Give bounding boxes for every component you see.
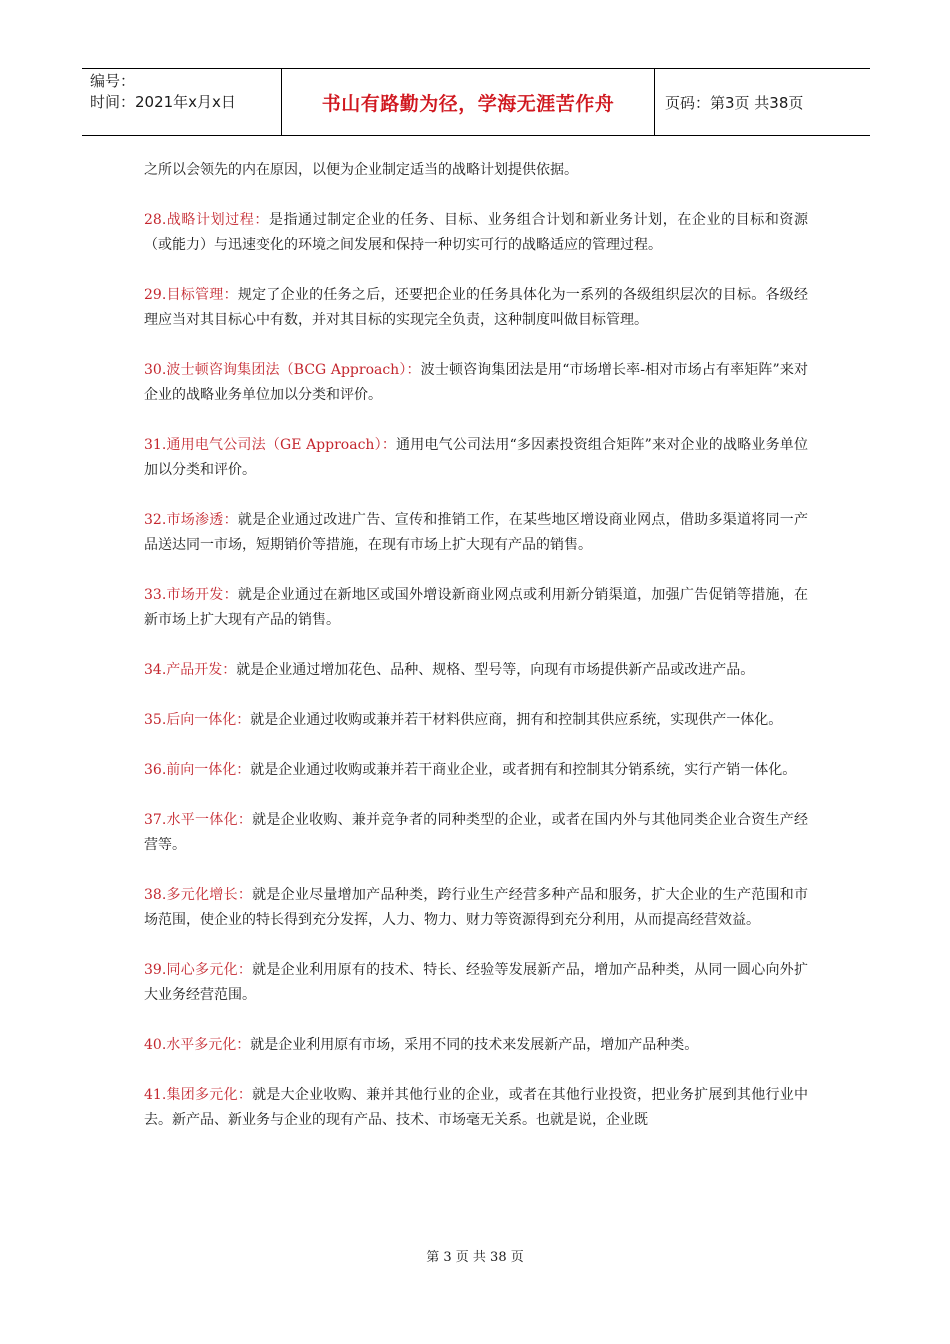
definition-term: 36.前向一体化： [144, 762, 251, 778]
number-label: 编号： [90, 72, 136, 90]
definition-term: 35.后向一体化： [144, 712, 251, 728]
definition-text: 就是企业尽量增加产品种类，跨行业生产经营多种产品和服务，扩大企业的生产范围和市场范围，使企业的特长得到充分发挥，人力、物力、财力等资源得到充分利用，从而提高经营效益。 [144, 887, 809, 928]
definition-term: 31.通用电气公司法（GE Approach）： [144, 437, 397, 453]
definition-term: 41.集团多元化： [144, 1087, 253, 1103]
definition-entry [144, 508, 808, 558]
definition-text: 就是企业通过收购或兼并若干商业企业，或者拥有和控制其分销系统，实行产销一体化。 [250, 762, 797, 778]
definition-text: 就是企业利用原有市场，采用不同的技术来发展新产品，增加产品种类。 [250, 1037, 699, 1053]
definition-entry [144, 658, 808, 683]
definition-term: 38.多元化增长： [144, 887, 253, 903]
definition-entry [144, 808, 808, 858]
definition-term: 40.水平多元化： [144, 1037, 251, 1053]
definition-entry [144, 583, 808, 633]
definition-entry [144, 883, 808, 933]
definition-entry [144, 958, 808, 1008]
definition-entry [144, 758, 808, 783]
page-footer: 第 3 页 共 38 页 [426, 1250, 524, 1265]
date-label: 时间：2021年x月x日 [90, 93, 236, 111]
definition-text: 就是企业利用原有的技术、特长、经验等发展新产品，增加产品种类，从同一圆心向外扩大业务经营范围。 [144, 962, 809, 1003]
definition-term: 39.同心多元化： [144, 962, 253, 978]
definition-text: 就是企业收购、兼并竞争者的同种类型的企业，或者在国内外与其他同类企业合资生产经营等。 [144, 812, 809, 853]
definition-entry [144, 358, 808, 408]
definition-term: 37.水平一体化： [144, 812, 253, 828]
intro-paragraph: 之所以会领先的内在原因，以便为企业制定适当的战略计划提供依据。 [144, 162, 578, 178]
definition-text: 就是企业通过增加花色、品种、规格、型号等，向现有市场提供新产品或改进产品。 [236, 662, 755, 678]
header-meta [82, 69, 282, 135]
header-motto: 书山有路勤为径，学海无涯苦作舟 [282, 69, 655, 135]
definition-text: 就是大企业收购、兼并其他行业的企业，或者在其他行业投资，把业务扩展到其他行业中去。新产品、新业务与企业的现有产品、技术、市场毫无关系。也就是说，企业既 [144, 1087, 809, 1128]
definition-term: 28.战略计划过程： [144, 212, 269, 228]
definition-text: 波士顿咨询集团法是用“市场增长率-相对市场占有率矩阵”来对企业的战略业务单位加以分类和评价。 [144, 362, 808, 403]
definition-entry [144, 1033, 808, 1058]
definition-term: 34.产品开发： [144, 662, 237, 678]
definition-term: 29.目标管理： [144, 287, 238, 303]
definition-term: 32.市场渗透： [144, 512, 238, 528]
page-header [82, 68, 870, 136]
definition-text: 就是企业通过收购或兼并若干材料供应商，拥有和控制其供应系统，实现供产一体化。 [250, 712, 783, 728]
definition-term: 30.波士顿咨询集团法（BCG Approach）： [144, 362, 421, 378]
definition-entry [144, 1083, 808, 1133]
definition-text: 就是企业通过在新地区或国外增设新商业网点或利用新分销渠道，加强广告促销等措施，在新市场上扩大现有产品的销售。 [144, 587, 809, 628]
definition-entry [144, 283, 808, 333]
definition-text: 通用电气公司法用“多因素投资组合矩阵”来对企业的战略业务单位加以分类和评价。 [144, 437, 808, 478]
definition-entry [144, 708, 808, 733]
definition-text: 是指通过制定企业的任务、目标、业务组合计划和新业务计划，在企业的目标和资源（或能力）与迅速变化的环境之间发展和保持一种切实可行的战略适应的管理过程。 [144, 212, 809, 253]
document-body [144, 158, 808, 1158]
definition-entry [144, 433, 808, 483]
definition-term: 33.市场开发： [144, 587, 238, 603]
definition-text: 就是企业通过改进广告、宣传和推销工作，在某些地区增设商业网点，借助多渠道将同一产品送达同一市场，短期销价等措施，在现有市场上扩大现有产品的销售。 [144, 512, 809, 553]
definition-list [144, 208, 808, 1133]
definition-entry [144, 208, 808, 258]
header-page-info: 页码：第3页 共38页 [665, 93, 804, 112]
definition-text: 规定了企业的任务之后，还要把企业的任务具体化为一系列的各级组织层次的目标。各级经理应当对其目标心中有数，并对其目标的实现完全负责，这种制度叫做目标管理。 [144, 287, 809, 328]
